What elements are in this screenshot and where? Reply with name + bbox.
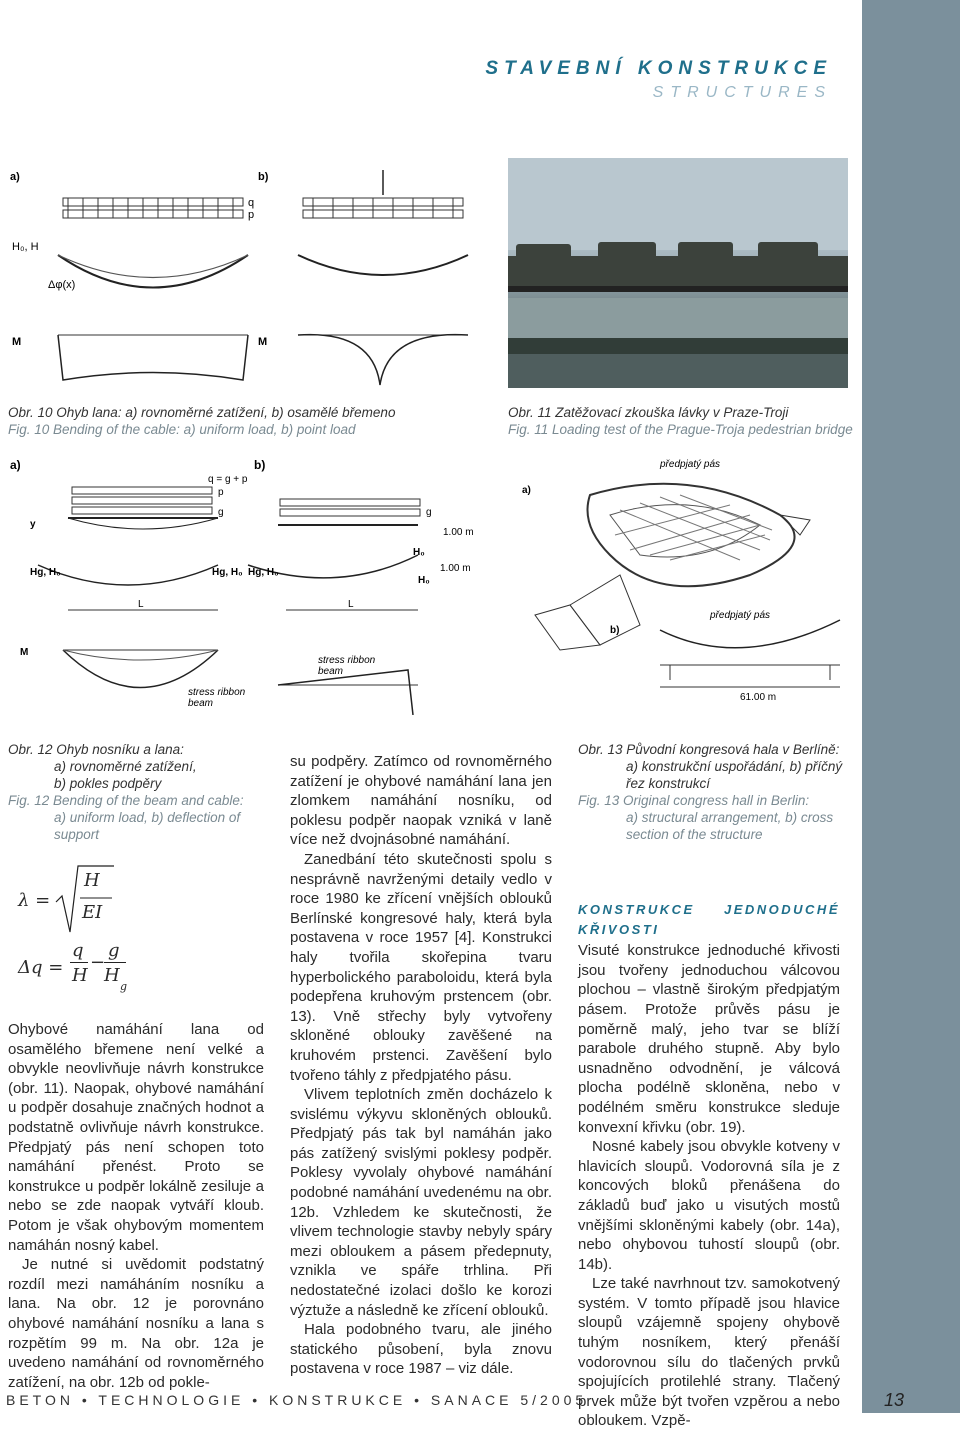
svg-text:a): a)	[10, 458, 21, 472]
svg-text:q: q	[248, 197, 255, 209]
formula-block: λ = H EI Δq = q H − g H g	[18, 862, 258, 992]
svg-text:a): a)	[522, 485, 531, 496]
figure-10-drawing	[8, 160, 492, 388]
figure-13-drawing	[510, 455, 855, 715]
svg-text:q = g + p: q = g + p	[208, 474, 248, 485]
side-band	[862, 0, 960, 1413]
paragraph: Lze také navrhnout tzv. samokotvený systém. V tomto případě jsou hlavice sloupů vzájemně spojeny ohybově tuhým nosníkem, který přenáší vodorovnou sílu do tlačených prvků spojujících protilehlé strany. Tlačený prvek může být tvořen vzpěrou a nebo obloukem. Vzpě-	[578, 1275, 840, 1430]
svg-text:H₀: H₀	[413, 547, 425, 558]
text-column-1	[8, 1020, 264, 1392]
svg-text:1.00 m: 1.00 m	[443, 527, 474, 538]
svg-text:Hg, H₀: Hg, H₀	[212, 567, 243, 578]
paragraph: Ohybové namáhání lana od osamělého břemene není velké a obvykle neovlivňuje návrh konstrukce (obr. 11). Naopak, ohybové namáhání u podpěr dosahuje značných hodnot a podstatně ovlivňuje návrh konstrukce. Předpjatý pás není schopen toto namáhání přenést. Proto se konstrukce u podpěr lokálně zesiluje a nebo se zde naopak vytváří kloub. Potom je však ohybovým momentem namáhán nosný kabel.	[8, 1021, 264, 1254]
page-number: 13	[884, 1390, 905, 1410]
paragraph: Visuté konstrukce jednoduché křivosti jsou tvořeny jednoduchou válcovou plochou – vlastně širokým předpjatým pásem. Protože průvěs pásu je poměrně malý, jeho tvar se blíží parabole druhého stupně. Aby bylo usnadněno odvodnění, je válcová plocha podélně skloněna, nebo v podélném směru konstrukce sleduje konvexní křivku (obr. 19).	[578, 942, 840, 1136]
svg-text:g: g	[426, 507, 432, 518]
header-subtitle: STRUCTURES	[652, 84, 832, 101]
figure-12-drawing	[8, 455, 478, 715]
svg-text:b): b)	[610, 625, 620, 636]
figure-12-caption: Obr. 12 Ohyb nosníku a lana: a) rovnoměrné zatížení, b) pokles podpěry Fig. 12 Bending of the beam and cable: a) uniform load, b) deflection of support	[8, 742, 244, 842]
svg-text:Hg, H₀: Hg, H₀	[248, 567, 279, 578]
svg-text:M: M	[12, 336, 22, 348]
svg-text:stress ribbon: stress ribbon	[318, 655, 376, 666]
fig10-label-b: b)	[258, 171, 269, 183]
page-header	[6, 50, 862, 108]
svg-text:Δφ(x): Δφ(x)	[48, 279, 76, 291]
svg-text:1.00 m: 1.00 m	[440, 563, 471, 574]
svg-text:H₀: H₀	[418, 575, 430, 586]
svg-text:p: p	[248, 209, 255, 221]
paragraph: Nosné kabely jsou obvykle kotveny v hlavicích sloupů. Vodorovná síla je z koncových bloků přenášena do základů buď jako u visutých mostů vnějšími skloněnými kabely (obr. 14a), nebo ohybovou tuhostí sloupů (obr. 14b).	[578, 1138, 840, 1273]
svg-text:L: L	[138, 599, 144, 610]
lambda-label: λ =	[18, 890, 51, 911]
svg-text:p: p	[218, 487, 224, 498]
figure-13-caption: Obr. 13 Původní kongresová hala v Berlíně: a) konstrukční uspořádání, b) příčný řez konstrukcí Fig. 13 Original congress hall in Berlin: a) structural arrangement, b) cross section of the structure	[578, 742, 843, 842]
svg-text:beam: beam	[188, 698, 214, 709]
svg-text:H₀, H: H₀, H	[12, 241, 39, 253]
svg-text:M: M	[258, 336, 268, 348]
svg-text:předpjatý pás: předpjatý pás	[710, 610, 771, 621]
header-title: STAVEBNÍ KONSTRUKCE	[485, 58, 832, 79]
text-column-2	[290, 752, 552, 1379]
fig10-label-a: a)	[10, 171, 20, 183]
svg-text:beam: beam	[318, 666, 344, 677]
paragraph: Vlivem teplotních změn docházelo k svislému výkyvu skloněných oblouků. Předpjatý pás tak byl namáhán jako pás zatížený svislými poklesy podpěr. Poklesy vyvolaly ohybové namáhání podobné namáhání uvedenému na obr. 12b. Vzhledem ke skutečnosti, že vlivem technologie stavby nebyly spáry mezi obloukem a pásem předepnuty, vznikla ve spáře trhlina. Při nedostatečné izolaci došlo ke korozi výztuže a následně ke zřícení oblouků.	[290, 1086, 552, 1319]
svg-text:b): b)	[254, 458, 266, 472]
svg-text:y: y	[30, 519, 36, 530]
loading-test-photo	[508, 158, 848, 388]
svg-text:M: M	[20, 647, 29, 658]
section-heading: KONSTRUKCE JEDNODUCHÉ KŘIVOSTI	[578, 902, 840, 937]
delta-q-label: Δq =	[18, 957, 64, 978]
paragraph: Zanedbání této skutečnosti spolu s nesprávně navrženými detaily vedlo v roce 1980 ke zřícení vnějších oblouků Berlínské kongresové haly, která byla postavena v roce 1957 [4]. Konstrukci haly tvořila skořepina tvaru hyperbolického paraboloidu, která byla podepřena kruhovým prstencem (obr. 13). Vně střechy byly vytvořeny skloněné oblouky zavěšené na kruhovém prstenci. Zavěšení bylo tvořeno táhly z předpjatého pásu.	[290, 850, 552, 1084]
svg-text:61.00 m: 61.00 m	[740, 692, 777, 703]
figure-10-caption: Obr. 10 Ohyb lana: a) rovnoměrné zatížení, b) osamělé břemeno Fig. 10 Bending of the cable: a) uniform load, b) point load	[8, 405, 396, 437]
svg-text:L: L	[348, 599, 354, 610]
paragraph: Je nutné si uvědomit podstatný rozdíl mezi namáháním nosníku a lana. Na obr. 12 je porovnáno ohybové namáhání nosníku a lana s rozpětím 99 m. Na obr. 12a je uvedeno namáhání od rovnoměrného zatížení, na obr. 12b od pokle-	[8, 1256, 264, 1391]
svg-text:Hg, H₀: Hg, H₀	[30, 567, 61, 578]
svg-text:předpjatý pás: předpjatý pás	[660, 459, 721, 470]
paragraph: Hala podobného tvaru, ale jiného statického působení, byla znovu postavena v roce 1987 – viz dále.	[290, 1321, 552, 1378]
text-column-3	[578, 900, 840, 1431]
svg-text:stress ribbon: stress ribbon	[188, 687, 246, 698]
svg-text:g: g	[218, 507, 224, 518]
paragraph: su podpěry. Zatímco od rovnoměrného zatížení je ohybové namáhání lana jen zlomkem namáhání nosníku, od poklesu podpěr naopak vzniká v laně více než dvojnásobné namáhání.	[290, 753, 552, 849]
journal-footer: BETON • TECHNOLOGIE • KONSTRUKCE • SANACE 5/2005	[6, 1392, 588, 1408]
figure-11-caption: Obr. 11 Zatěžovací zkouška lávky v Praze-Troji Fig. 11 Loading test of the Prague-Troja pedestrian bridge	[508, 405, 853, 437]
